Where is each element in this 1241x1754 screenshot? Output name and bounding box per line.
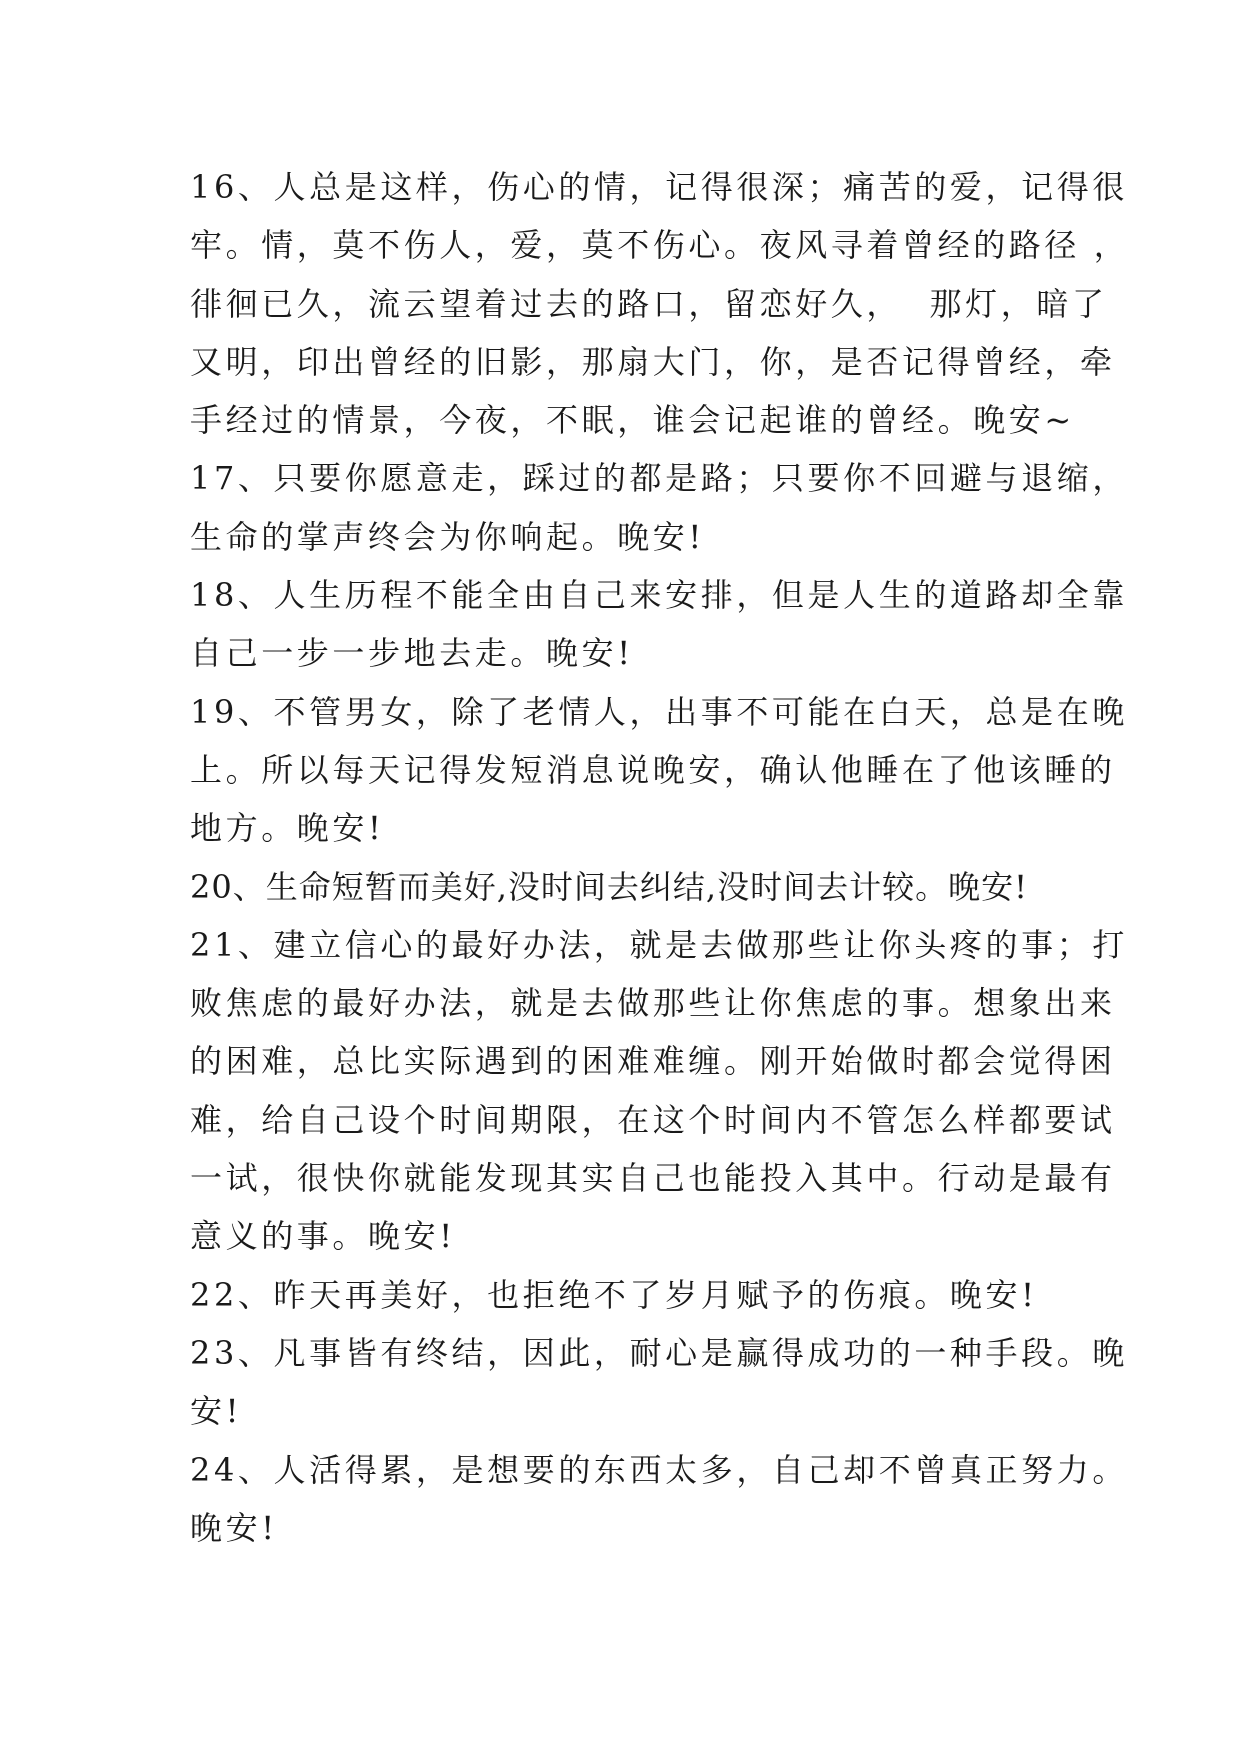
text-line: 19、不管男女，除了老情人，出事不可能在白天，总是在晚: [190, 692, 1128, 731]
text-line: 又明，印出曾经的旧影，那扇大门，你，是否记得曾经，牵: [190, 342, 1116, 381]
text-line: 晚安!: [190, 1508, 278, 1547]
text-line: 17、只要你愿意走，踩过的都是路；只要你不回避与退缩，: [190, 459, 1128, 498]
text-line: 24、人活得累，是想要的东西太多，自己却不曾真正努力。: [190, 1450, 1128, 1489]
text-line: 22、昨天再美好，也拒绝不了岁月赋予的伤痕。晚安!: [190, 1275, 1038, 1314]
text-line: 地方。晚安!: [190, 809, 385, 848]
text-line: 21、建立信心的最好办法，就是去做那些让你头疼的事；打: [190, 925, 1128, 964]
text-line: 的困难，总比实际遇到的困难难缠。刚开始做时都会觉得困: [190, 1042, 1116, 1081]
text-line: 生命的掌声终会为你响起。晚安!: [190, 517, 705, 556]
text-line: 18、人生历程不能全由自己来安排，但是人生的道路却全靠: [190, 576, 1128, 615]
text-line: 一试，很快你就能发现其实自己也能投入其中。行动是最有: [190, 1159, 1116, 1198]
text-line: 23、凡事皆有终结，因此，耐心是赢得成功的一种手段。晚: [190, 1333, 1128, 1372]
text-line: 自己一步一步地去走。晚安!: [190, 634, 634, 673]
text-line: 难，给自己设个时间期限，在这个时间内不管怎么样都要试: [190, 1100, 1116, 1139]
text-line: 20、生命短暂而美好,没时间去纠结,没时间去计较。晚安!: [190, 867, 1028, 906]
text-line: 上。所以每天记得发短消息说晚安，确认他睡在了他该睡的: [190, 750, 1116, 789]
text-line: 徘徊已久，流云望着过去的路口，留恋好久， 那灯，暗了: [190, 284, 1108, 323]
text-line: 败焦虑的最好办法，就是去做那些让你焦虑的事。想象出来: [190, 984, 1116, 1023]
text-line: 牢。情，莫不伤人，爱，莫不伤心。夜风寻着曾经的路径 ，: [190, 226, 1130, 265]
text-line: 意义的事。晚安!: [190, 1217, 456, 1256]
text-line: 手经过的情景，今夜，不眠，谁会记起谁的曾经。晚安~: [190, 401, 1075, 440]
document-body: [190, 158, 1130, 1557]
text-line: 安!: [190, 1392, 243, 1431]
text-line: 16、人总是这样，伤心的情，记得很深；痛苦的爱，记得很: [190, 168, 1128, 206]
